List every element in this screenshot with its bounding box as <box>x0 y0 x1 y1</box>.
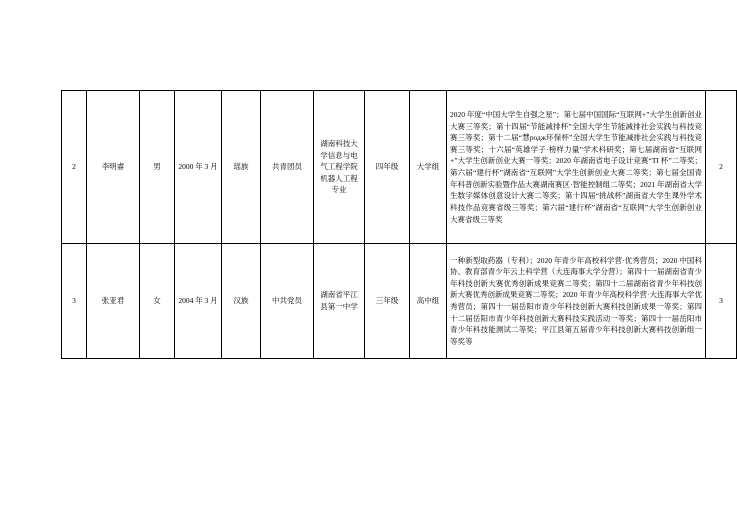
cell-political-status: 共青团员 <box>261 91 314 244</box>
cell-name: 张亚君 <box>87 244 140 359</box>
cell-group: 高中组 <box>410 244 447 359</box>
cell-grade: 四年级 <box>365 91 410 244</box>
cell-sex: 女 <box>140 244 175 359</box>
cell-grade: 三年级 <box>365 244 410 359</box>
table-row <box>62 91 737 244</box>
cell-political-status: 中共党员 <box>261 244 314 359</box>
cell-group: 大学组 <box>410 91 447 244</box>
cell-nation: 瑶族 <box>222 91 261 244</box>
cell-name: 李明睿 <box>87 91 140 244</box>
table-row <box>62 244 737 359</box>
cell-achievements: 一种新型取药器（专利）；2020 年青少年高校科学营·优秀营员；2020 中国科协、教育部青少年云上科学营（大连海事大学分营）；第四十一届湖南省青少年科技创新大赛优秀创新成果竞赛二等奖；第四十二届湖南省青少年科技创新大赛优秀创新成果竞赛二等奖；2020 年青少年高校科学营·大连海事大学优秀营员；第四十一届岳阳市青少年科技创新大赛科技创新成果一等奖；第四十二届岳阳市青少年科技创新大赛科技实践活动一等奖；第四十一届岳阳市青少年科技能测试二等奖；平江县第五届青少年科技创新大赛科技创新组一等奖等 <box>447 244 706 359</box>
cell-school: 湖南科技大学信息与电气工程学院机器人工程专业 <box>314 91 365 244</box>
cell-sex: 男 <box>140 91 175 244</box>
cell-nation: 汉族 <box>222 244 261 359</box>
cell-birth-date: 2000 年 3 月 <box>175 91 222 244</box>
table-body <box>62 91 737 359</box>
cell-score: 3 <box>706 244 737 359</box>
cell-score: 2 <box>706 91 737 244</box>
candidate-table <box>61 90 737 359</box>
cell-school: 湖南省平江县第一中学 <box>314 244 365 359</box>
cell-birth-date: 2004 年 3 月 <box>175 244 222 359</box>
cell-achievements: 2020 年度“中国大学生自强之星”；第七届中国国际“互联网+”大学生创新创业大赛三等奖；第十四届“节能减排杯”全国大学生节能减排社会实践与科技竞赛三等奖；第十二届“慧родж环保杯”全国大学生节能减排社会实践与科技竞赛三等奖；十六届“英雄学子·榜样力量”学术科研奖；第七届湖南省“互联网+”大学生创新创业大赛一等奖；2020 年湖南省电子设计竞赛“TI 杯”二等奖；第六届“建行杯”湖南省“互联网”大学生创新创业大赛二等奖；第七届全国青年科普创新实验暨作品大赛湖南赛区·智能控制组二等奖；2021 年湖南省大学生数字媒体创意设计大赛二等奖；第十四届“挑战杯”湖南省大学生课外学术科技作品竞赛省级三等奖；第六届“建行杯”湖南省“互联网”大学生创新创业大赛省级三等奖 <box>447 91 706 244</box>
cell-number: 2 <box>62 91 87 244</box>
cell-number: 3 <box>62 244 87 359</box>
